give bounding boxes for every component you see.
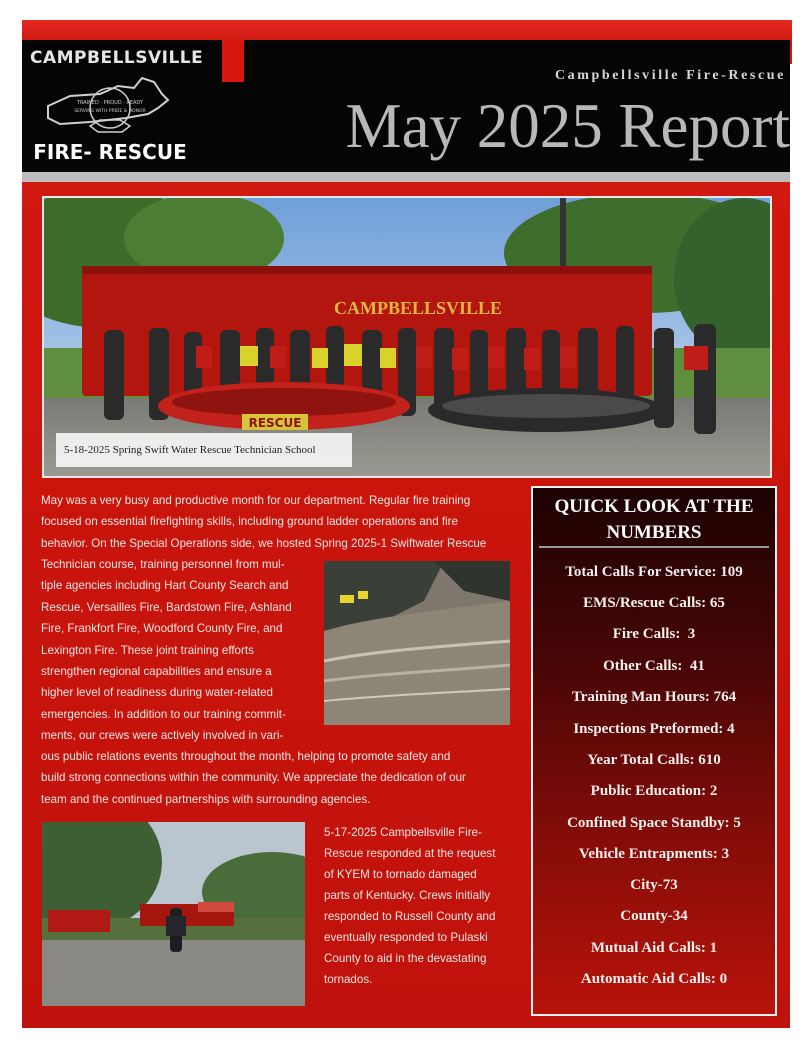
stat-vehicle-entrapments: Vehicle Entrapments: 3 [578, 846, 730, 862]
stat-total-calls: Total Calls For Service: 109 [565, 564, 743, 580]
logo-text-bottom: FIRE- RESCUE [33, 140, 187, 164]
tornado-response-photo [42, 822, 305, 1006]
stat-county: County-34 [620, 908, 688, 924]
report-title: May 2025 Report [345, 91, 790, 161]
stat-city: City-73 [630, 877, 678, 893]
body-line: behavior. On the Special Operations side, we hosted Spring 2025-1 Swiftwater Rescue [41, 536, 487, 550]
stat-mutual-aid: Mutual Aid Calls: 1 [590, 940, 718, 956]
tornado-caption [324, 822, 514, 990]
stat-confined-space: Confined Space Standby: 5 [567, 815, 741, 831]
stat-inspections: Inspections Preformed: 4 [573, 721, 735, 737]
stat-training-hours: Training Man Hours: 764 [571, 689, 737, 705]
body-line: Technician course, training personnel from mul- [41, 558, 285, 571]
body-line: Lexington Fire. These joint training efforts [41, 643, 254, 657]
svg-text:RESCUE: RESCUE [248, 416, 302, 430]
intro-paragraph-bottom [41, 746, 521, 810]
tornado-line: 5-17-2025 Campbellsville Fire- [324, 826, 482, 839]
stats-title-line2: NUMBERS [606, 522, 702, 543]
body-line: strengthen regional capabilities and ensure a [41, 665, 272, 679]
tornado-line: County to aid in the devastating [324, 952, 487, 965]
stat-fire-calls: Fire Calls: 3 [612, 626, 696, 642]
intro-paragraph-top [41, 490, 521, 554]
body-line: ous public relations events throughout the month, helping to promote safety and [41, 750, 451, 763]
body-line: Rescue, Versailles Fire, Bardstown Fire, Ashland [41, 600, 292, 614]
svg-text:CAMPBELLSVILLE: CAMPBELLSVILLE [333, 298, 503, 318]
tornado-line: of KYEM to tornado damaged [324, 868, 477, 881]
stat-ems-rescue-calls: EMS/Rescue Calls: 65 [583, 595, 725, 611]
header-red-notch [222, 40, 244, 82]
tornado-line: eventually responded to Pulaski [324, 931, 488, 944]
svg-text:TRAINED · PROUD · READY: TRAINED · PROUD · READY [76, 100, 144, 106]
tornado-line: responded to Russell County and [324, 910, 496, 923]
quick-look-stats-box [531, 486, 777, 1016]
river-photo [324, 561, 510, 725]
tornado-line: parts of Kentucky. Crews initially [324, 889, 491, 902]
stat-public-education: Public Education: 2 [590, 783, 718, 799]
intro-paragraph-wrap [41, 554, 319, 747]
body-line: higher level of readiness during water-related [41, 686, 274, 700]
stats-title-line1: QUICK LOOK AT THE [554, 496, 754, 517]
logo-text-top: CAMPBELLSVILLE [30, 48, 204, 68]
body-line: May was a very busy and productive month for our department. Regular fire training [41, 494, 471, 507]
svg-text:SERVING WITH PRIDE & HONOR: SERVING WITH PRIDE & HONOR [74, 109, 146, 114]
tornado-line: tornados. [324, 973, 373, 986]
tornado-line: Rescue responded at the request [324, 847, 496, 860]
body-line: team and the continued partnerships with surrounding agencies. [41, 792, 371, 806]
stat-automatic-aid: Automatic Aid Calls: 0 [580, 971, 728, 987]
body-line: tiple agencies including Hart County Search and [41, 579, 289, 593]
stats-title [533, 494, 775, 546]
department-logo [30, 44, 204, 172]
body-line: Fire, Frankfort Fire, Woodford County Fire, and [41, 622, 283, 636]
department-name: Campbellsville Fire-Rescue [554, 68, 786, 83]
body-line: ments, our crews were actively involved in vari- [41, 729, 284, 743]
body-line: emergencies. In addition to our training commit- [41, 707, 286, 721]
header-gray-divider [22, 172, 790, 182]
stat-other-calls: Other Calls: 41 [603, 658, 705, 674]
body-line: build strong connections within the community. We appreciate the dedication of our [41, 771, 466, 785]
hero-caption: 5-18-2025 Spring Swift Water Rescue Technician School [56, 433, 352, 467]
stat-year-total: Year Total Calls: 610 [587, 752, 721, 768]
body-line: focused on essential firefighting skills, including ground ladder operations and fire [41, 515, 458, 529]
stats-divider [539, 546, 769, 548]
